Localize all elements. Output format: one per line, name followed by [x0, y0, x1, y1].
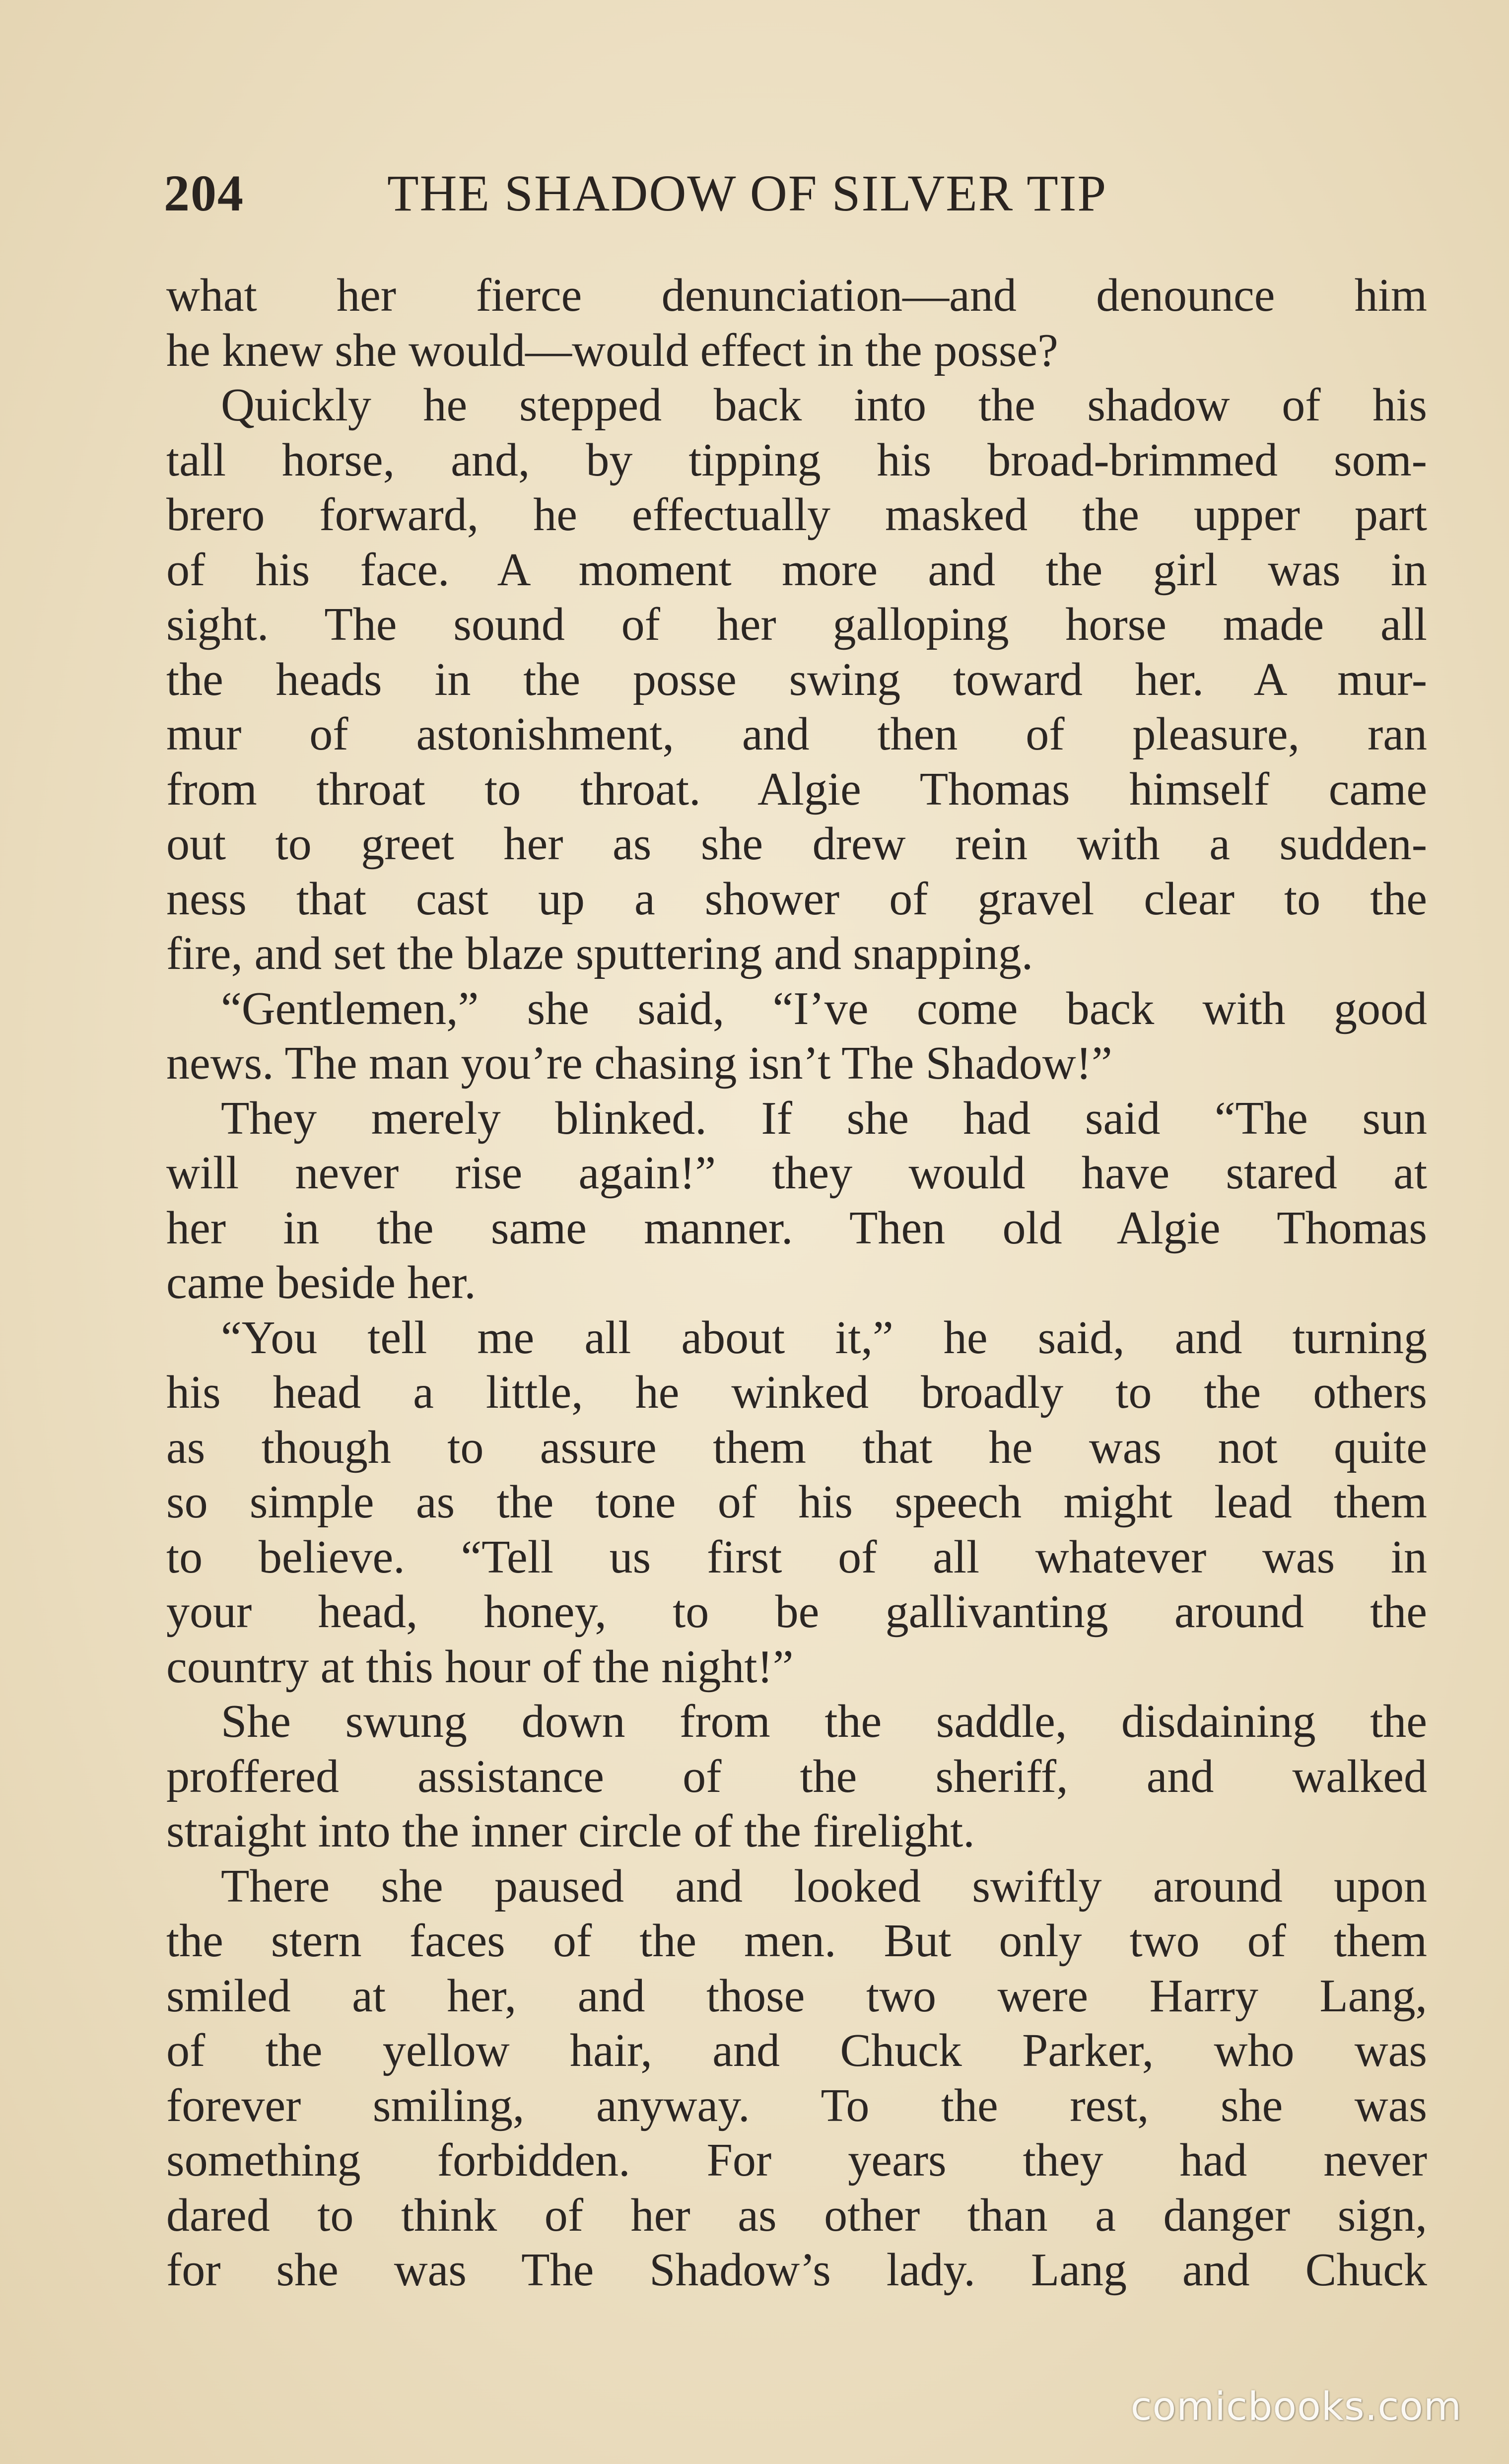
text-line: your head, honey, to be gallivanting around the — [166, 1586, 1427, 1638]
text-line: as though to assure them that he was not quite — [166, 1421, 1427, 1473]
text-line: the stern faces of the men. But only two of them — [166, 1915, 1427, 1967]
text-line: so simple as the tone of his speech might lead them — [166, 1476, 1427, 1528]
text-line: proffered assistance of the sheriff, and walked — [166, 1750, 1427, 1802]
text-line: forever smiling, anyway. To the rest, she was — [166, 2079, 1427, 2131]
text-line: her in the same manner. Then old Algie Thomas — [166, 1202, 1427, 1254]
text-line: tall horse, and, by tipping his broad-brimmed som- — [166, 434, 1427, 486]
text-line: to believe. “Tell us first of all whatever was in — [166, 1531, 1427, 1583]
page-header — [164, 164, 1435, 238]
text-line: “You tell me all about it,” he said, and turning — [221, 1311, 1427, 1364]
text-line: straight into the inner circle of the firelight. — [166, 1805, 975, 1857]
page-number: 204 — [164, 165, 244, 222]
text-line: will never rise again!” they would have stared at — [166, 1147, 1427, 1199]
watermark: comicbooks.com — [1130, 2385, 1462, 2429]
text-line: “Gentlemen,” she said, “I’ve come back with good — [221, 982, 1427, 1034]
text-line: from throat to throat. Algie Thomas himself came — [166, 763, 1427, 815]
text-line: his head a little, he winked broadly to the others — [166, 1367, 1427, 1418]
text-line: smiled at her, and those two were Harry Lang, — [166, 1970, 1427, 2022]
text-line: fire, and set the blaze sputtering and snapping. — [166, 928, 1033, 979]
text-line: She swung down from the saddle, disdaining the — [221, 1696, 1427, 1747]
text-line: ness that cast up a shower of gravel clear to the — [166, 873, 1427, 925]
body-text — [166, 268, 1427, 2298]
text-line: mur of astonishment, and then of pleasure, ran — [166, 708, 1427, 760]
text-line: Quickly he stepped back into the shadow of his — [221, 379, 1427, 431]
text-line: brero forward, he effectually masked the upper part — [166, 489, 1427, 541]
text-line: of his face. A moment more and the girl was in — [166, 544, 1427, 596]
text-line: came beside her. — [166, 1257, 476, 1308]
text-line: of the yellow hair, and Chuck Parker, who was — [166, 2025, 1427, 2076]
text-line: the heads in the posse swing toward her. A mur- — [166, 653, 1427, 705]
text-line: sight. The sound of her galloping horse made all — [166, 599, 1427, 650]
running-head: THE SHADOW OF SILVER TIP — [387, 165, 1107, 222]
text-line: There she paused and looked swiftly around upon — [221, 1860, 1427, 1912]
text-line: what her fierce denunciation—and denounce him — [166, 270, 1427, 321]
text-line: They merely blinked. If she had said “The sun — [221, 1092, 1427, 1144]
text-line: news. The man you’re chasing isn’t The Shadow!” — [166, 1037, 1112, 1089]
text-line: something forbidden. For years they had never — [166, 2134, 1427, 2186]
text-line: out to greet her as she drew rein with a sudden- — [166, 818, 1427, 870]
text-line: dared to think of her as other than a danger sign, — [166, 2189, 1427, 2241]
text-line: he knew she would—would effect in the posse? — [166, 324, 1058, 376]
text-line: for she was The Shadow’s lady. Lang and Chuck — [166, 2244, 1427, 2296]
text-line: country at this hour of the night!” — [166, 1641, 794, 1693]
